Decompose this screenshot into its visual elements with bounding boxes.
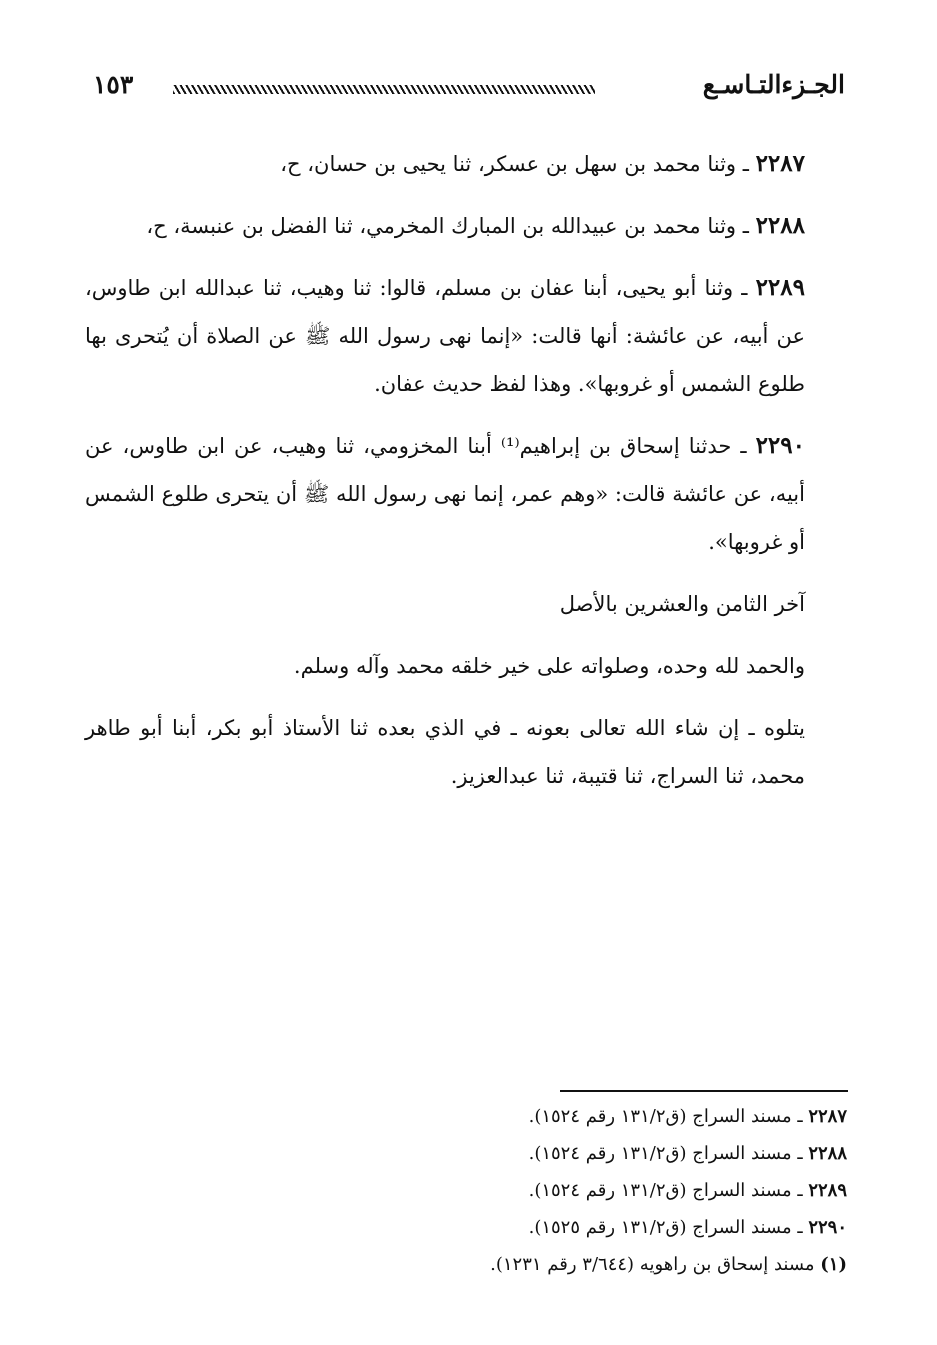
hadith-2288 — [85, 202, 845, 250]
footnote-number: ٢٢٩٠ — [808, 1217, 847, 1238]
footnote-number: (١) — [820, 1254, 847, 1275]
end-of-part-note: آخر الثامن والعشرين بالأصل — [559, 592, 805, 616]
footnote-number: ٢٢٨٩ — [808, 1180, 847, 1201]
footnote-number: ٢٢٨٧ — [808, 1106, 847, 1127]
hadith-text: ـ وثنا محمد بن سهل بن عسكر، ثنا يحيى بن حسان، ح، — [280, 152, 756, 176]
hadith-text: ـ وثنا محمد بن عبيدالله بن المبارك المخرمي، ثنا الفضل بن عنبسة، ح، — [146, 214, 756, 238]
hadith-2290 — [85, 422, 845, 566]
footnote — [85, 1209, 847, 1246]
page-number: ١٥٣ — [93, 70, 134, 99]
hadith-number: ٢٢٩٠ — [755, 432, 805, 459]
footnote — [85, 1098, 847, 1135]
hadith-number: ٢٢٨٨ — [755, 212, 805, 239]
hadith-2287 — [85, 140, 845, 188]
footnote — [85, 1135, 847, 1172]
hadith-number: ٢٢٨٧ — [755, 150, 805, 177]
footnote-text: ـ مسند السراج (ق١٣١/٢ رقم ١٥٢٤). — [528, 1106, 809, 1127]
running-title: الجـزءالتـاسـع — [702, 70, 845, 99]
footnote-text: ـ مسند السراج (ق١٣١/٢ رقم ١٥٢٤). — [528, 1180, 809, 1201]
footnote-text: ـ مسند السراج (ق١٣١/٢ رقم ١٥٢٤). — [528, 1143, 809, 1164]
hadith-text: ـ وثنا أبو يحيى، أبنا عفان بن مسلم، قالوا: ثنا وهيب، ثنا عبدالله ابن طاوس، عن أبيه، عن عائشة: أنها قالت: «إنما نهى رسول الله ﷺ عن الصلاة أن يُتحرى بها طلوع الشمس أو غروبها». وهذا لفظ حديث عفان. — [85, 276, 805, 396]
footnote — [85, 1172, 847, 1209]
closing-praise: والحمد لله وحده، وصلواته على خير خلقه محمد وآله وسلم. — [293, 654, 805, 678]
main-text — [85, 140, 845, 814]
footnote-text: ـ مسند السراج (ق١٣١/٢ رقم ١٥٢٥). — [528, 1217, 809, 1238]
footnote — [85, 1246, 847, 1283]
hadith-2289 — [85, 264, 845, 408]
hadith-number: ٢٢٨٩ — [755, 274, 805, 301]
continuation-note: يتلوه ـ إن شاء الله تعالى بعونه ـ في الذي بعده ثنا الأستاذ أبو بكر، أبنا أبو طاهر محمد، ثنا السراج، ثنا قتيبة، ثنا عبدالعزيز. — [85, 716, 805, 788]
header-decorative-rule — [173, 85, 595, 94]
page-header — [85, 68, 845, 108]
footnote-separator — [560, 1090, 848, 1092]
footnote-text: مسند إسحاق بن راهويه (٣/٦٤٤ رقم ١٢٣١). — [490, 1254, 821, 1275]
hadith-text: ـ حدثنا إسحاق بن إبراهيم⁽¹⁾ أبنا المخزومي، ثنا وهيب، عن ابن طاوس، عن أبيه، عن عائشة قالت: «وهم عمر، إنما نهى رسول الله ﷺ أن يتحرى طلوع الشمس أو غروبها». — [85, 434, 805, 554]
footnotes — [85, 1098, 847, 1283]
footnote-number: ٢٢٨٨ — [808, 1143, 847, 1164]
